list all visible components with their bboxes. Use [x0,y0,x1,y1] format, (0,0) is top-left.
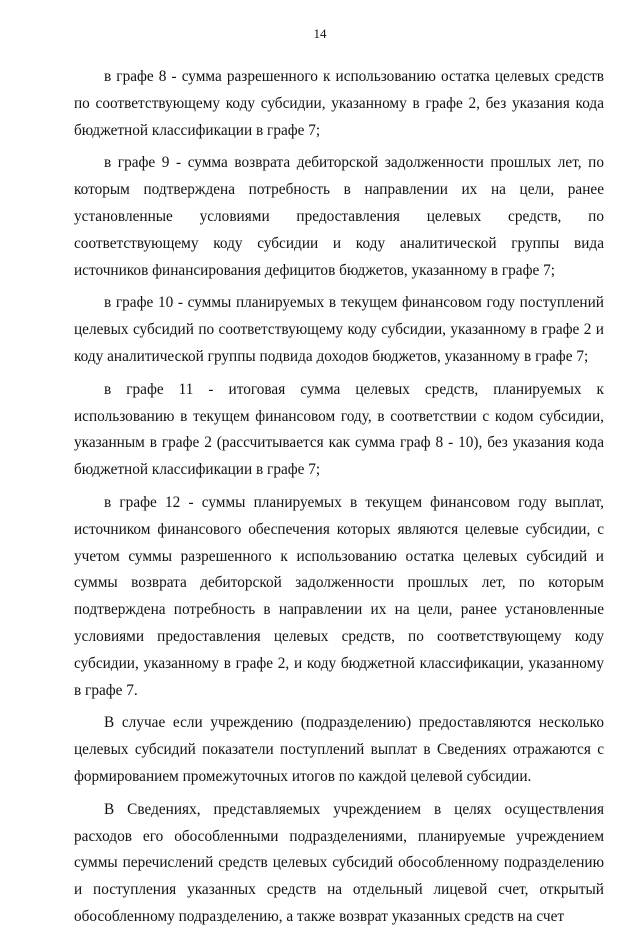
paragraph-column-9: в графе 9 - сумма возврата дебиторской задолженности прошлых лет, по которым подтверждена потребность в направлении их на цели, ранее установленные условиями предоставления целевых средств, по соответствующему коду субсидии и коду аналитической группы вида источников финансирования дефицитов бюджетов, указанному в графе 7; [74,154,604,279]
paragraph-separate-divisions: В Сведениях, представляемых учреждением в целях осуществления расходов его обособленными подразделениями, планируемые учреждением суммы перечислений средств целевых субсидий обособленному подразделению и поступления указанных средств на отдельный лицевой счет, открытый обособленному подразделению, а также возврат указанных средств на счет [74,800,604,925]
paragraph-column-12: в графе 12 - суммы планируемых в текущем финансовом году выплат, источником финансового обеспечения которых являются целевые субсидии, с учетом суммы разрешенного к использованию остатка целевых субсидий и суммы возврата дебиторской задолженности прошлых лет, по которым подтверждена потребность в направлении их на цели, ранее установленные условиями предоставления целевых средств, по соответствующему коду субсидии, указанному в графе 2, и коду бюджетной классификации, указанному в графе 7. [74,493,604,699]
paragraph-column-10: в графе 10 - суммы планируемых в текущем финансовом году поступлений целевых субсидий по соответствующему коду субсидии, указанному в графе 2 и коду аналитической группы подвида доходов бюджетов, указанному в графе 7; [74,294,604,365]
paragraph-column-8: в графе 8 - сумма разрешенного к использованию остатка целевых средств по соответствующему коду субсидии, указанному в графе 2, без указания кода бюджетной классификации в графе 7; [74,68,604,139]
paragraph-column-11: в графе 11 - итоговая сумма целевых средств, планируемых к использованию в текущем финансовом году, в соответствии с кодом субсидии, указанным в графе 2 (рассчитывается как сумма граф 8 - 10), без указания кода бюджетной классификации в графе 7; [74,380,604,479]
document-body [74,64,604,935]
page-number: 14 [313,26,327,41]
paragraph-multiple-subsidies: В случае если учреждению (подразделению) предоставляются несколько целевых субсидий показатели поступлений выплат в Сведениях отражаются с формированием промежуточных итогов по каждой целевой субсидии. [74,714,604,785]
